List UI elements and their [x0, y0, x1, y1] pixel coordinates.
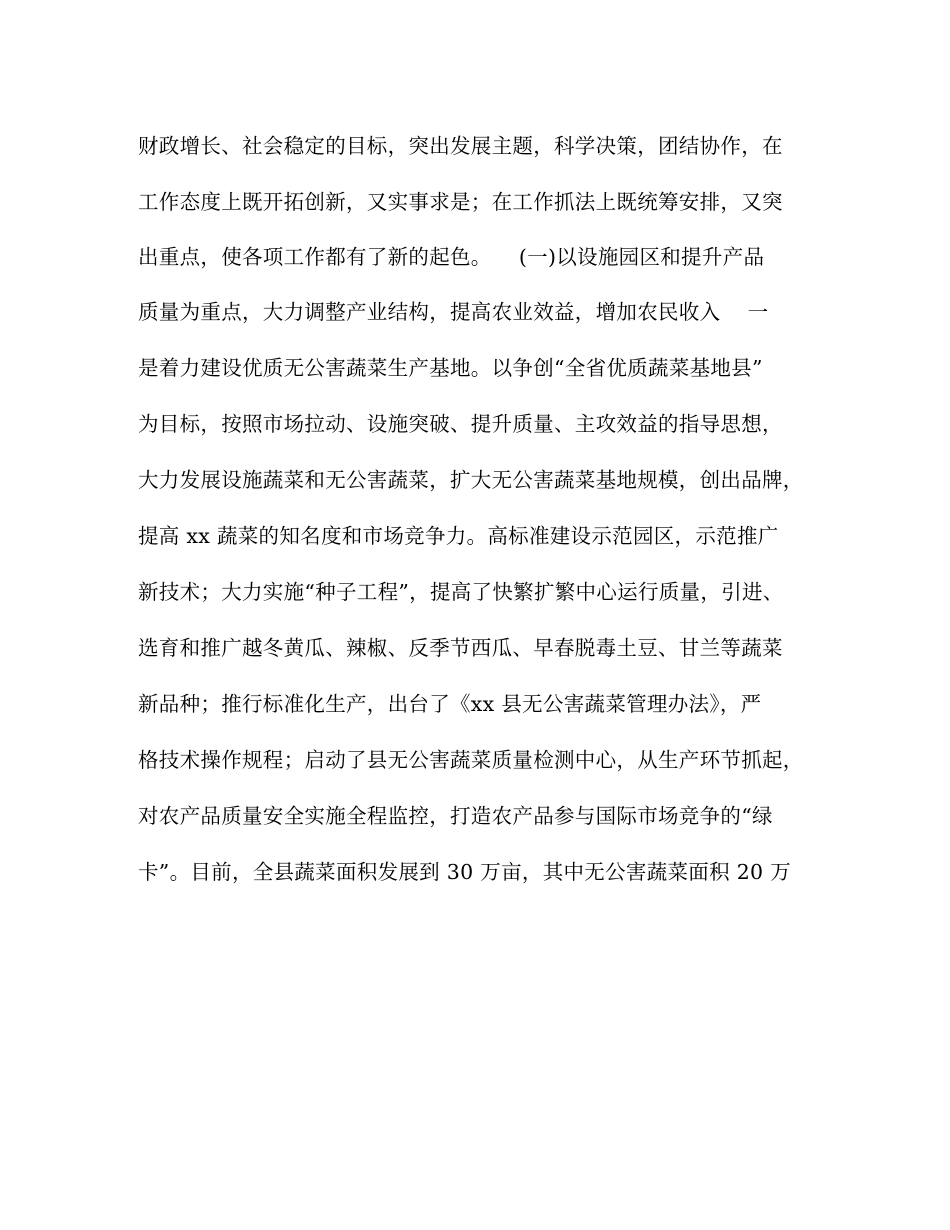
text-line: 质量为重点，大力调整产业结构，提高农业效益，增加农民收入 一	[138, 300, 769, 324]
document-body	[138, 126, 838, 908]
text-line: 格技术操作规程；启动了县无公害蔬菜质量检测中心，从生产环节抓起，	[138, 748, 804, 772]
text-line: 大力发展设施蔬菜和无公害蔬菜，扩大无公害蔬菜基地规模，创出品牌，	[138, 468, 804, 492]
text-line: 新技术；大力实施“种子工程”，提高了快繁扩繁中心运行质量，引进、	[138, 580, 784, 604]
text-line: 对农产品质量安全实施全程监控，打造农产品参与国际市场竞争的“绿	[138, 804, 773, 828]
text-line: 提高 xx 蔬菜的知名度和市场竞争力。高标准建设示范园区，示范推广	[138, 524, 779, 548]
text-line: 是着力建设优质无公害蔬菜生产基地。以争创“全省优质蔬菜基地县”	[138, 356, 763, 380]
text-line: 为目标，按照市场拉动、设施突破、提升质量、主攻效益的指导思想，	[138, 412, 783, 436]
text-line: 财政增长、社会稳定的目标，突出发展主题，科学决策，团结协作，在	[138, 134, 783, 158]
text-line: 新品种；推行标准化生产，出台了《xx 县无公害蔬菜管理办法》，严	[138, 692, 762, 716]
text-line: 出重点，使各项工作都有了新的起色。 (一)以设施园区和提升产品	[138, 245, 765, 269]
text-line: 选育和推广越冬黄瓜、辣椒、反季节西瓜、早春脱毒土豆、甘兰等蔬菜	[138, 636, 783, 660]
text-line: 工作态度上既开拓创新，又实事求是；在工作抓法上既统筹安排，又突	[138, 190, 783, 214]
text-line: 卡”。目前，全县蔬菜面积发展到 30 万亩，其中无公害蔬菜面积 20 万	[138, 860, 792, 884]
